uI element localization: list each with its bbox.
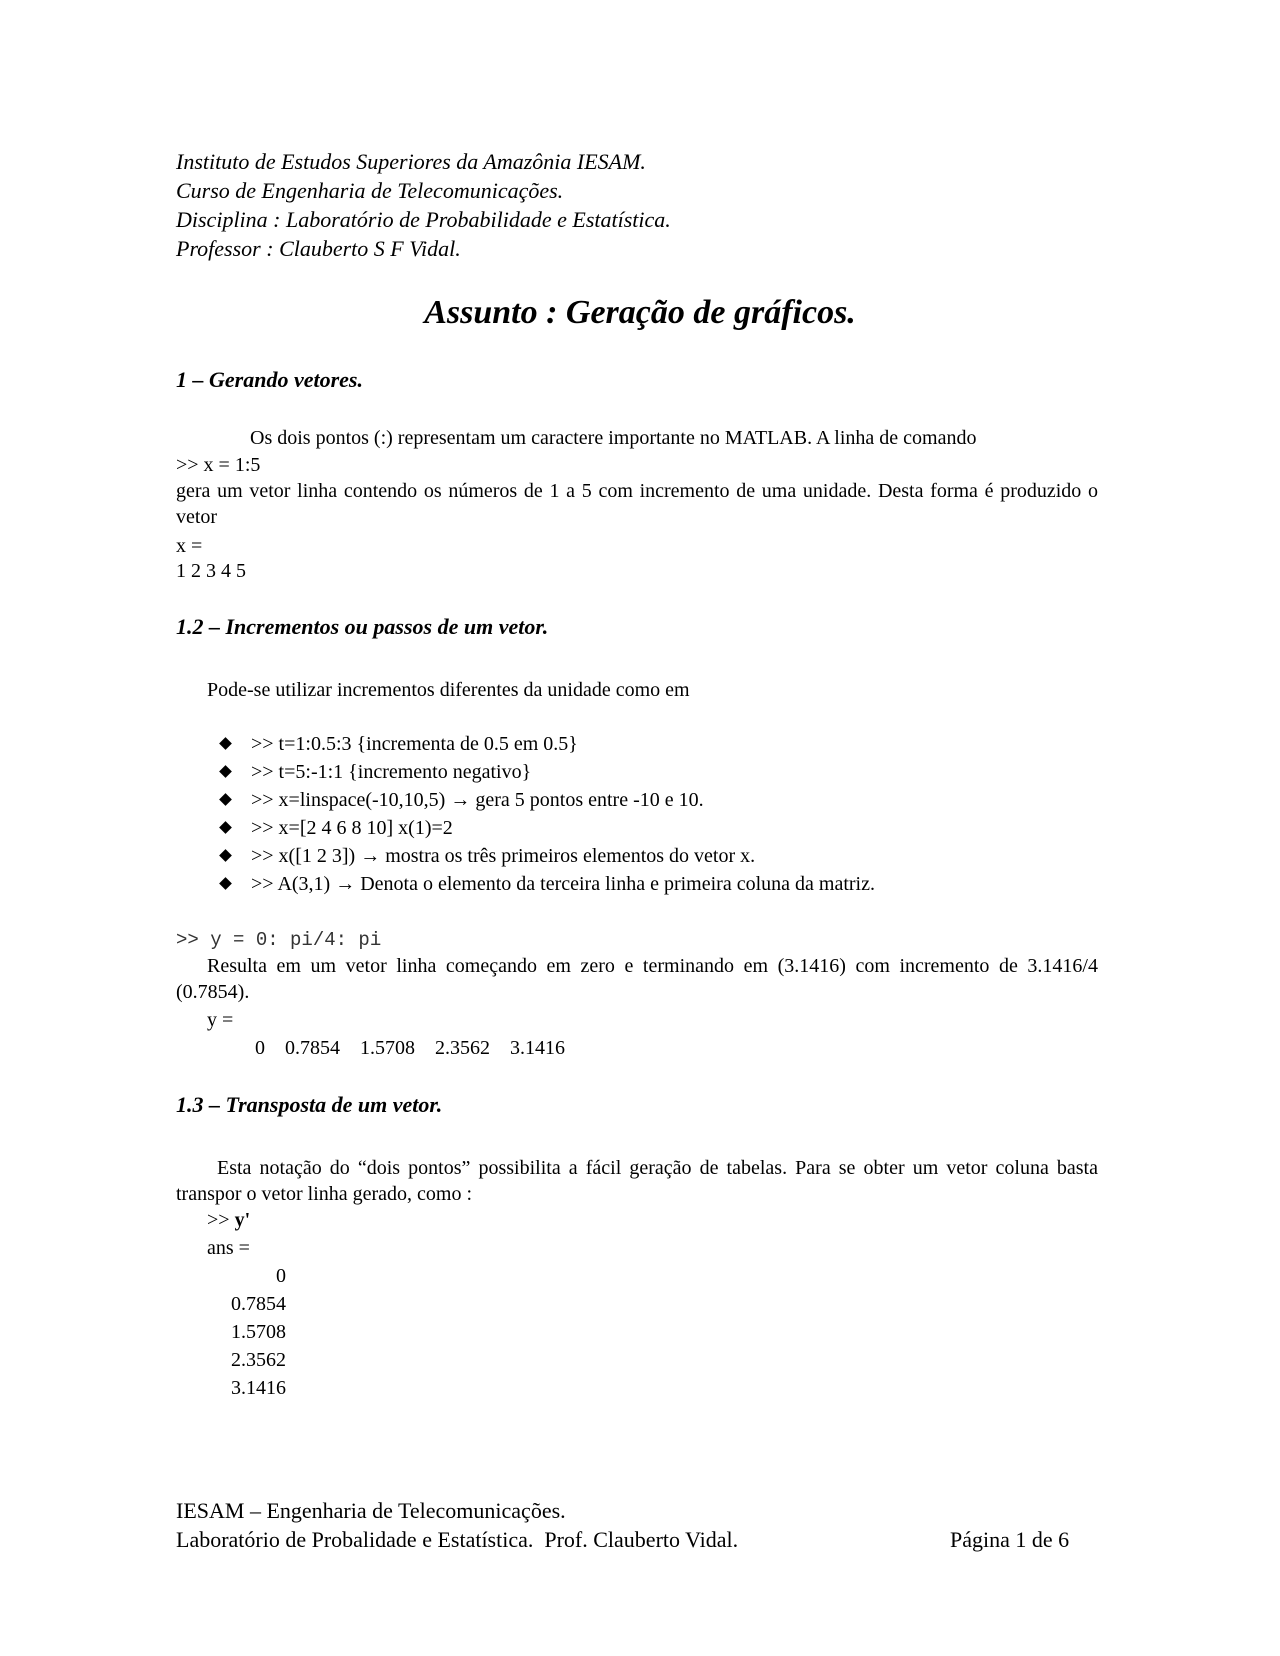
diamond-bullet-icon bbox=[219, 793, 232, 806]
section-2-result-values: 0 0.7854 1.5708 2.3562 3.1416 bbox=[255, 1037, 565, 1059]
header-discipline: Disciplina : Laboratório de Probabilidade e Estatística. bbox=[176, 207, 671, 232]
header-institute: Instituto de Estudos Superiores da Amazônia IESAM. bbox=[176, 149, 646, 174]
column-value: 0.7854 bbox=[231, 1293, 286, 1315]
document-page: Instituto de Estudos Superiores da Amazônia IESAM. Curso de Engenharia de Telecomunicações. Disciplina : Laboratório de Probabilidade e Estatística. Professor : Clauberto S F Vidal. Assunto : Geração de gráficos. 1 – Gerando vetores. Os dois pontos (:) representam um caractere importante no MATLAB. A linha de comando >> x = 1:5 gera um vetor linha contendo os números de 1 a 5 com incremento de uma unidade. Desta forma é produzido o vetor x = 1 2 3 4 5 1.2 – Incrementos ou passos de um vetor. Pode-se utilizar incrementos diferentes da unidade como em >> t=1:0.5:3 {incrementa de 0.5 em 0.5} >> t=5:-1:1 {incremento negativo} >> x=linspace(-10,10,5) → gera 5 pontos entre -10 e 10. >> x=[2 4 6 8 10] x(1)=2 >> x([1 2 3]) → mostra os três primeiros elementos do vetor x. >> A(3,1) → Denota o elemento da terceira linha e primeira coluna da matriz. >> y = 0: pi/4: pi Resulta em um vetor linha começando em zero e terminando em (3.1416) com incremento de 3.1416/4 (0.7854). y = 0 0.7854 1.5708 2.3562 3.1416 1.3 – Transposta de um vetor. Esta notação do “dois pontos” possibilita a fácil geração de tabelas. Para se obter um vetor coluna basta transpor o vetor linha gerado, como : >> y' ans = 0 0.7854 1.5708 2.3562 3.1416 IESAM – Engenharia de Telecomunicações. Laboratório de Probalidade e Estatística. Prof. Clauberto Vidal. Página 1 de 6 bbox=[0, 0, 1280, 1656]
diamond-bullet-icon bbox=[219, 765, 232, 778]
footer-line-2: Laboratório de Probalidade e Estatística. Prof. Clauberto Vidal. bbox=[176, 1527, 739, 1552]
section-2-command: >> y = 0: pi/4: pi bbox=[176, 929, 382, 951]
page-number: Página 1 de 6 bbox=[950, 1527, 1070, 1552]
section-2-intro: Pode-se utilizar incrementos diferentes da unidade como em bbox=[207, 679, 690, 701]
section-2-text: Resulta em um vetor linha começando em zero e terminando em (3.1416) com incremento de 3.1416/4 (0.7854). bbox=[176, 955, 1098, 1003]
diamond-bullet-icon bbox=[219, 849, 232, 862]
column-value: 3.1416 bbox=[231, 1377, 286, 1399]
footer-line-1: IESAM – Engenharia de Telecomunicações. bbox=[176, 1498, 566, 1523]
section-1-text: gera um vetor linha contendo os números de 1 a 5 com incremento de uma unidade. Desta forma é produzido o vetor bbox=[176, 480, 1098, 528]
section-2-result-label: y = bbox=[207, 1009, 234, 1031]
section-3-text: Esta notação do “dois pontos” possibilita a fácil geração de tabelas. Para se obter um vetor coluna basta transpor o vetor linha gerado, como : bbox=[176, 1157, 1098, 1205]
column-value: 2.3562 bbox=[231, 1349, 286, 1371]
section-1-intro: Os dois pontos (:) representam um caractere importante no MATLAB. A linha de comando bbox=[250, 427, 977, 449]
header-course: Curso de Engenharia de Telecomunicações. bbox=[176, 178, 564, 203]
diamond-bullet-icon bbox=[219, 877, 232, 890]
section-2-heading: 1.2 – Incrementos ou passos de um vetor. bbox=[176, 614, 549, 639]
section-3-heading: 1.3 – Transposta de um vetor. bbox=[176, 1092, 443, 1117]
section-3-ans-label: ans = bbox=[207, 1237, 250, 1259]
diamond-bullet-icon bbox=[219, 821, 232, 834]
page-title: Assunto : Geração de gráficos. bbox=[424, 294, 856, 331]
header-professor: Professor : Clauberto S F Vidal. bbox=[176, 236, 461, 261]
section-1-result-label: x = bbox=[176, 535, 203, 557]
section-1-result-values: 1 2 3 4 5 bbox=[176, 560, 246, 582]
section-1-command: >> x = 1:5 bbox=[176, 454, 261, 476]
section-3-command: >> y' bbox=[207, 1209, 251, 1231]
column-value: 0 bbox=[276, 1265, 286, 1287]
column-value: 1.5708 bbox=[231, 1321, 286, 1343]
diamond-bullet-icon bbox=[219, 737, 232, 750]
section-1-heading: 1 – Gerando vetores. bbox=[176, 367, 363, 392]
